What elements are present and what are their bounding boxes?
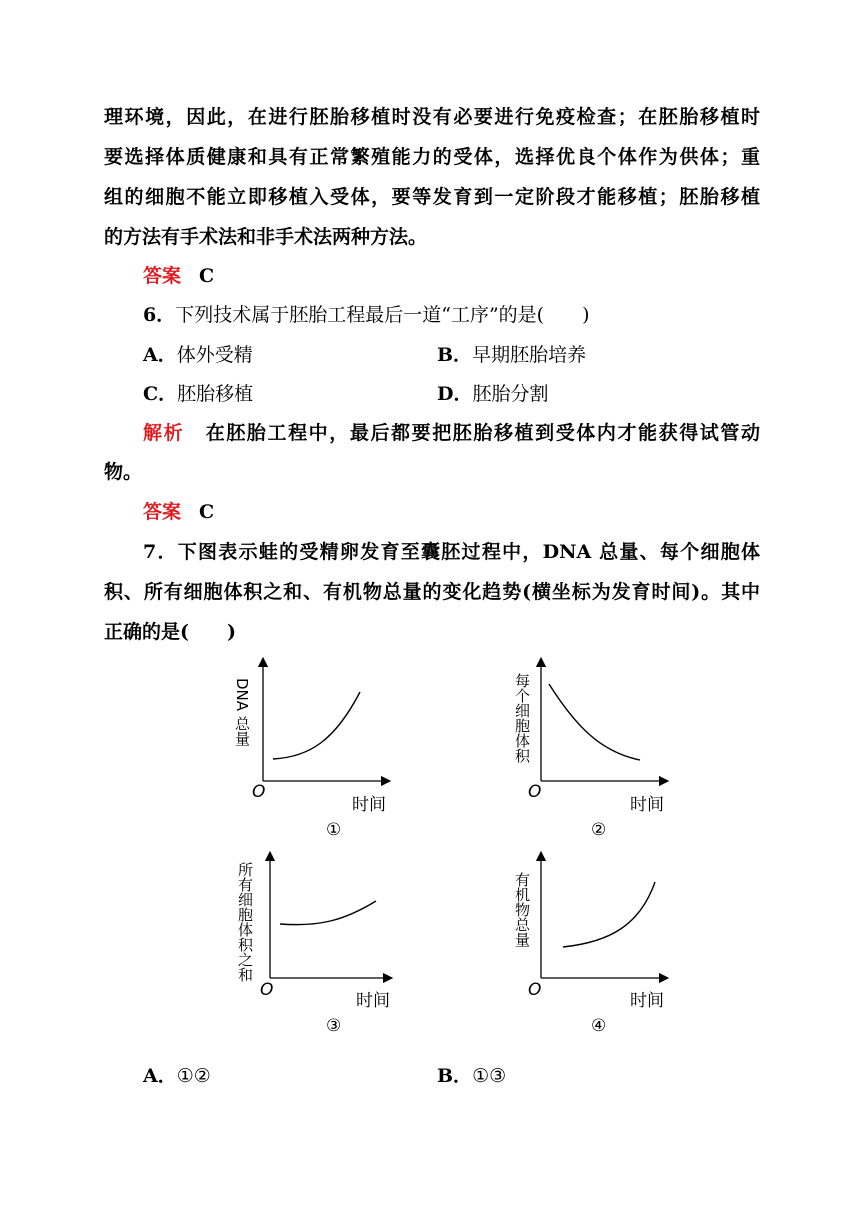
answer-label: 答案: [143, 501, 182, 523]
graph-3-ylabel: 所有细胞体积之和: [236, 862, 254, 982]
graph-2-origin: O: [528, 782, 542, 802]
graph-4-xlabel: 时间: [630, 991, 664, 1011]
graph-2-ylabel: 每个细胞体积: [513, 673, 531, 763]
graph-3-caption: ③: [326, 1016, 342, 1036]
graph-3: [270, 856, 388, 978]
graph-1-origin: O: [252, 782, 266, 802]
graph-1-caption: ①: [326, 820, 342, 840]
analysis-label: 解析: [143, 422, 185, 444]
answer-value: C: [199, 265, 215, 287]
graph-4-ylabel: 有机物总量: [513, 872, 531, 947]
paragraph-line: 的方法有手术法和非手术法两种方法。: [104, 226, 428, 248]
analysis-line: 物。: [104, 461, 143, 483]
graph-4-origin: O: [528, 980, 542, 1000]
question-7-stem: 正确的是( ): [104, 621, 236, 643]
option-c: C．胚胎移植: [143, 383, 254, 405]
question-7-stem: 积、所有细胞体积之和、有机物总量的变化趋势(横坐标为发育时间)。其中: [104, 581, 760, 603]
analysis-line: 解析 在胚胎工程中，最后都要把胚胎移植到受体内才能获得试管动: [143, 422, 760, 444]
graph-2-xlabel: 时间: [630, 795, 664, 815]
paragraph-line: 组的细胞不能立即移植入受体，要等发育到一定阶段才能移植；胚胎移植: [104, 186, 760, 208]
question-7-stem: 7．下图表示蛙的受精卵发育至囊胚过程中，DNA 总量、每个细胞体: [143, 541, 760, 563]
option-b: B．①③: [437, 1065, 507, 1087]
curve-3: [280, 901, 376, 925]
graph-1-ylabel: DNA 总量: [233, 678, 251, 746]
graph-2: [541, 662, 664, 781]
graph-1-xlabel: 时间: [352, 795, 386, 815]
paragraph-line: 要选择体质健康和具有正常繁殖能力的受体，选择优良个体作为供体；重: [104, 146, 760, 168]
graph-3-xlabel: 时间: [356, 991, 390, 1011]
graph-4-caption: ④: [591, 1016, 607, 1036]
graph-2-caption: ②: [591, 820, 607, 840]
option-b: B．早期胚胎培养: [437, 344, 587, 366]
question-text: 下列技术属于胚胎工程最后一道“工序”的是( ): [175, 304, 590, 326]
question-number: 7．: [143, 541, 178, 563]
option-a: A．体外受精: [143, 344, 253, 366]
answer-value: C: [199, 501, 215, 523]
graph-3-origin: O: [260, 980, 274, 1000]
option-d: D．胚胎分割: [437, 383, 549, 405]
curve-4: [563, 882, 655, 947]
curve-1: [273, 692, 360, 759]
option-a: A．①②: [143, 1065, 211, 1087]
curve-2: [549, 684, 640, 760]
question-number: 6．: [143, 304, 176, 326]
answer-label: 答案: [143, 265, 182, 287]
paragraph-line: 理环境，因此，在进行胚胎移植时没有必要进行免疫检查；在胚胎移植时: [104, 106, 760, 128]
graph-4: [541, 856, 664, 978]
graph-1: [263, 662, 386, 781]
